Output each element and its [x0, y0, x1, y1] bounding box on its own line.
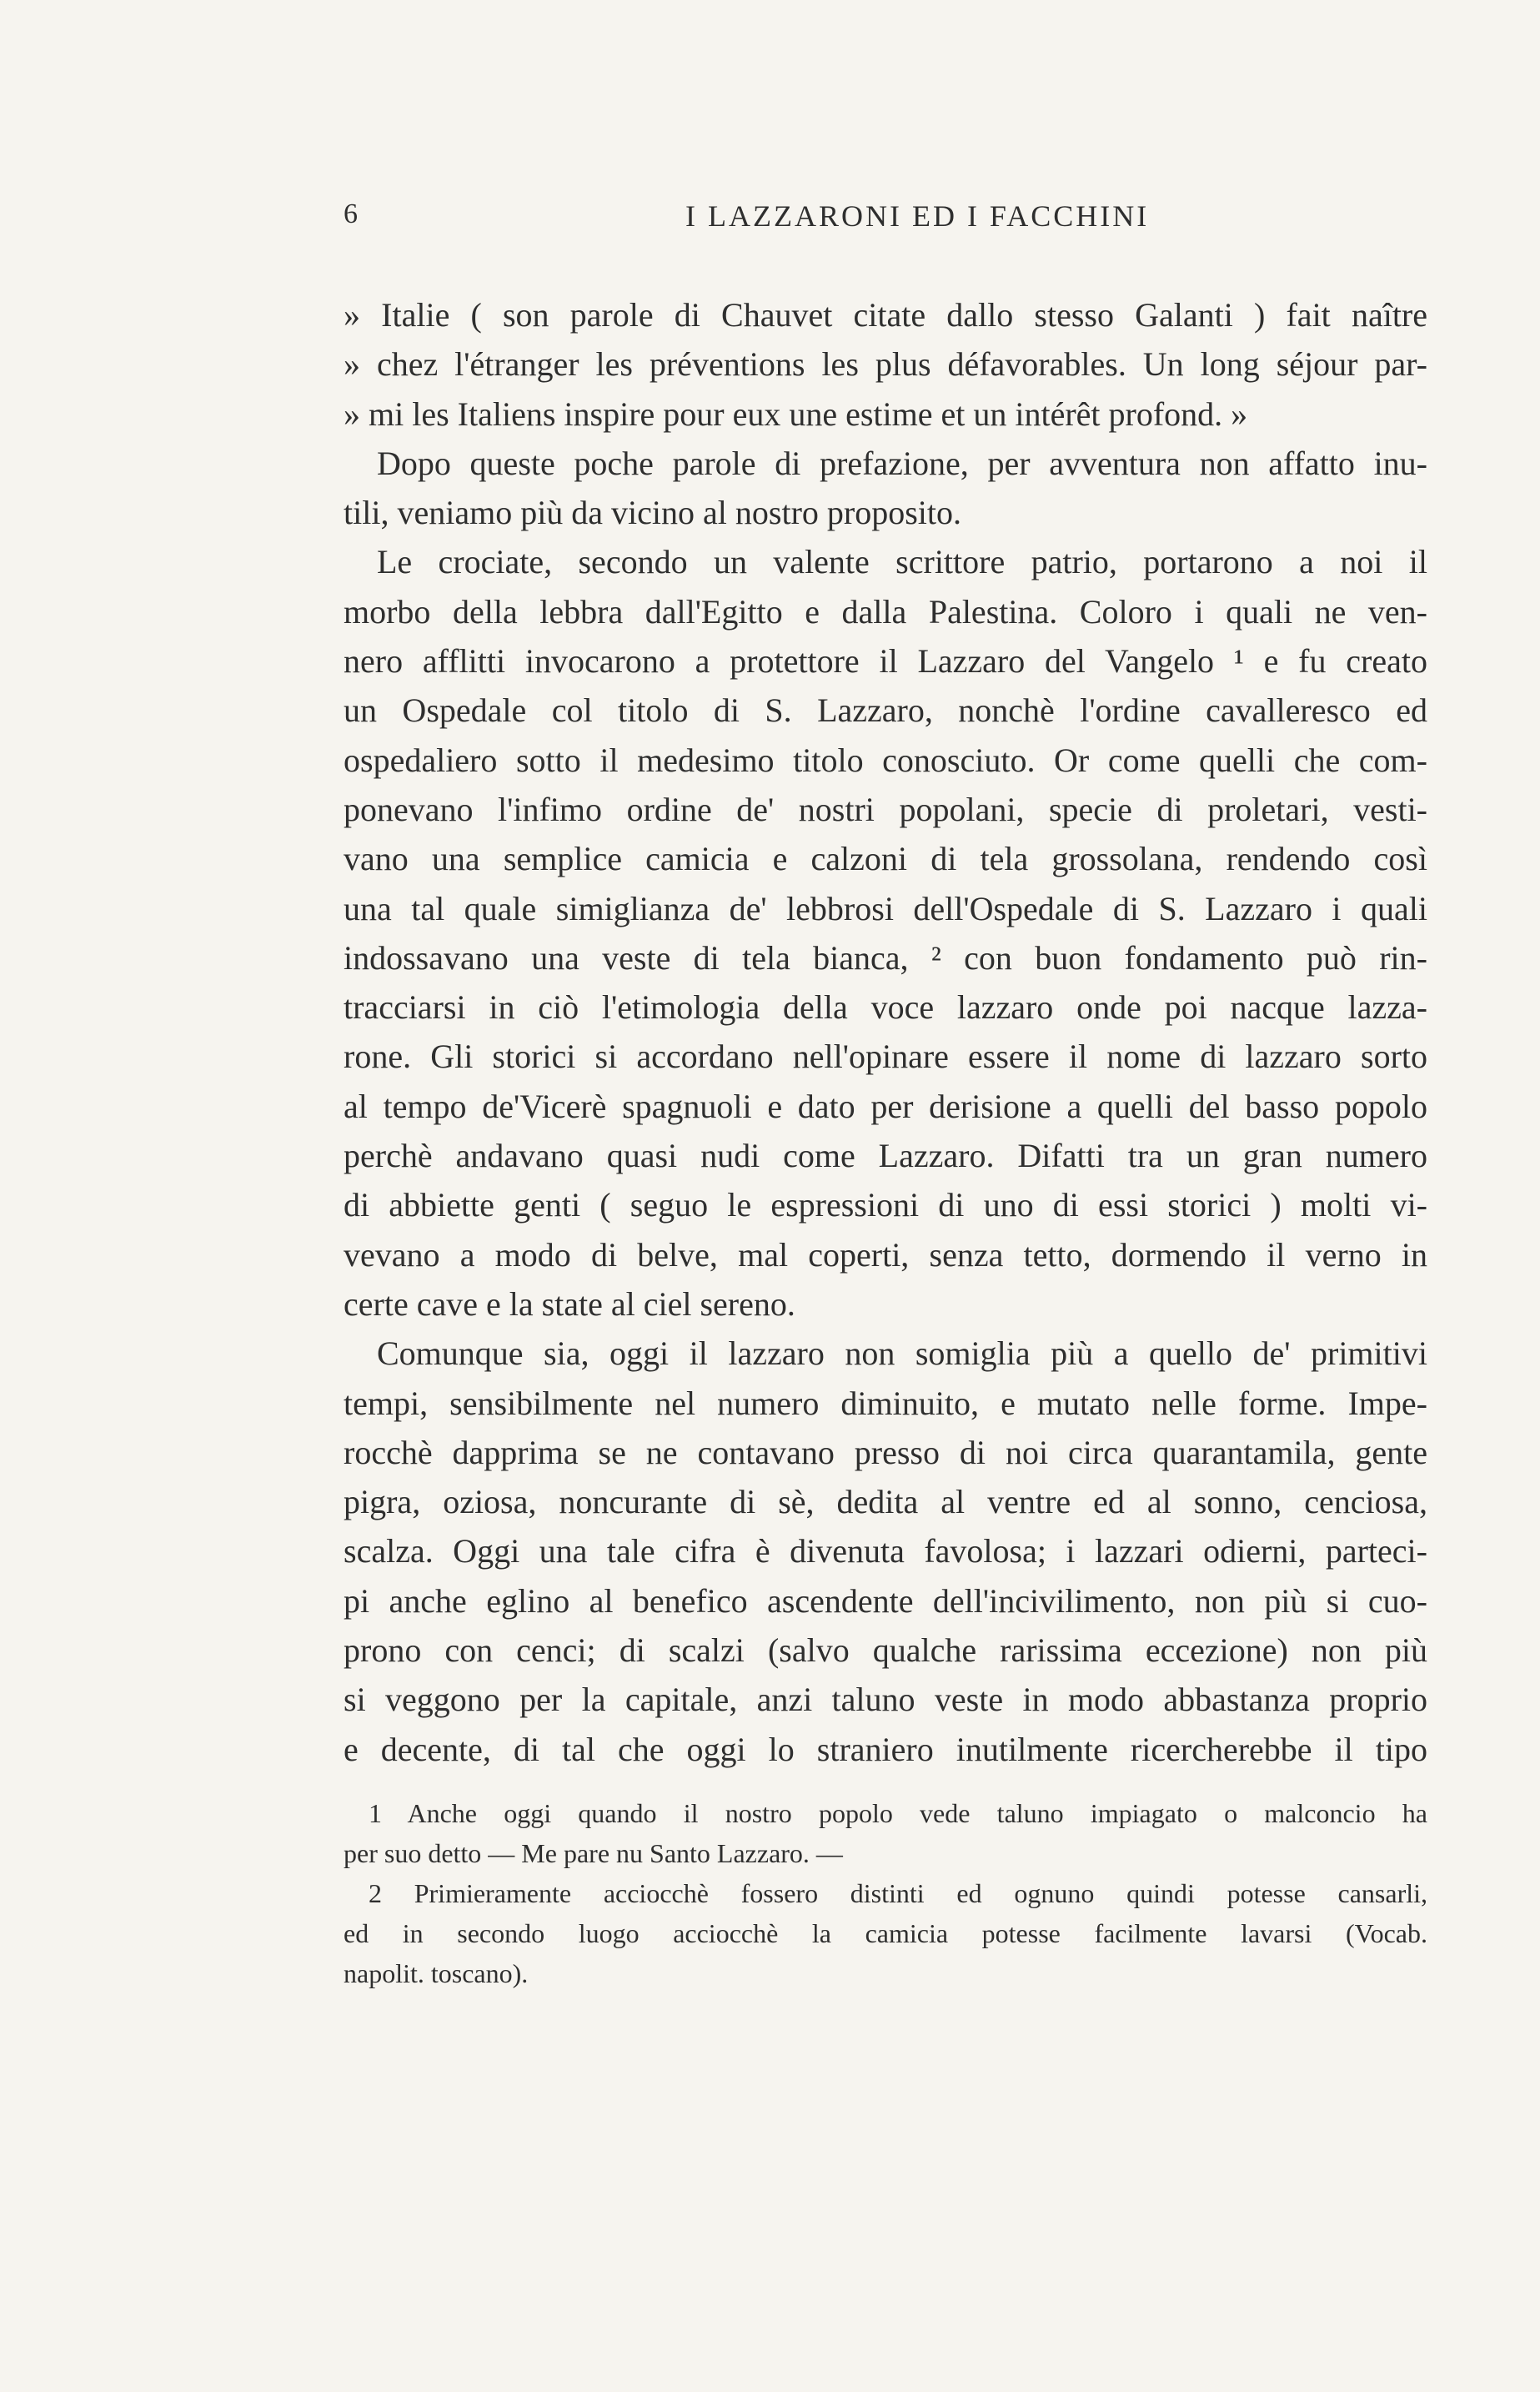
text-line: indossavano una veste di tela bianca, ² con buon fondamento può rin-	[344, 938, 1427, 977]
text-line: morbo della lebbra dall'Egitto e dalla Palestina. Coloro i quali ne ven-	[344, 592, 1427, 631]
text-line: vano una semplice camicia e calzoni di tela grossolana, rendendo così	[344, 840, 1427, 878]
text-line: un Ospedale col titolo di S. Lazzaro, nonchè l'ordine cavalleresco ed	[344, 691, 1427, 730]
text-line: ponevano l'infimo ordine de' nostri popolani, specie di proletari, vesti-	[344, 790, 1427, 828]
text-line: perchè andavano quasi nudi come Lazzaro. Difatti tra un gran numero	[344, 1137, 1427, 1175]
text-line: pigra, oziosa, noncurante di sè, dedita al ventre ed al sonno, cenciosa,	[344, 1483, 1427, 1521]
text-line: di abbiette genti ( seguo le espressioni di uno di essi storici ) molti vi-	[344, 1186, 1427, 1224]
text-line: nero afflitti invocarono a protettore il Lazzaro del Vangelo ¹ e fu creato	[344, 642, 1427, 681]
text-line: una tal quale simiglianza de' lebbrosi dell'Ospedale di S. Lazzaro i quali	[344, 889, 1427, 927]
text-line: » Italie ( son parole di Chauvet citate dallo stesso Galanti ) fait naître	[344, 296, 1427, 334]
text-line: certe cave e la state al ciel sereno.	[344, 1284, 795, 1323]
text-line: pi anche eglino al benefico ascendente dell'incivilimento, non più si cuo-	[344, 1581, 1427, 1620]
text-line: tempi, sensibilmente nel numero diminuito, e mutato nelle forme. Impe-	[344, 1384, 1427, 1422]
text-line: tili, veniamo più da vicino al nostro proposito.	[344, 494, 962, 532]
text-line: prono con cenci; di scalzi (salvo qualche rarissima eccezione) non più	[344, 1631, 1427, 1670]
text-line: si veggono per la capitale, anzi taluno veste in modo abbastanza proprio	[344, 1681, 1427, 1719]
page-number: 6	[344, 198, 359, 229]
text-line: scalza. Oggi una tale cifra è divenuta favolosa; i lazzari odierni, parteci-	[344, 1532, 1427, 1570]
text-line: al tempo de'Vicerè spagnuoli e dato per derisione a quelli del basso popolo	[344, 1087, 1427, 1125]
page-header	[344, 198, 1427, 249]
footnotes	[344, 1793, 1427, 1993]
footnote-line: 2 Primieramente acciocchè fossero distinti ed ognuno quindi potesse cansarli,	[369, 1878, 1427, 1908]
running-title: I LAZZARONI ED I FACCHINI	[685, 199, 1150, 233]
text-line: tracciarsi in ciò l'etimologia della voce lazzaro onde poi nacque lazza-	[344, 988, 1427, 1027]
footnote-line: per suo detto — Me pare nu Santo Lazzaro. —	[344, 1838, 843, 1868]
text-line: rocchè dapprima se ne contavano presso di noi circa quarantamila, gente	[344, 1433, 1427, 1471]
text-line: ospedaliero sotto il medesimo titolo conosciuto. Or come quelli che com-	[344, 741, 1427, 779]
text-line: vevano a modo di belve, mal coperti, senza tetto, dormendo il verno in	[344, 1235, 1427, 1274]
text-line: e decente, di tal che oggi lo straniero inutilmente ricercherebbe il tipo	[344, 1730, 1427, 1768]
text-line: » chez l'étranger les préventions les plus défavorables. Un long séjour par-	[344, 345, 1427, 384]
text-line: Comunque sia, oggi il lazzaro non somiglia più a quello de' primitivi	[377, 1334, 1427, 1373]
footnote-line: napolit. toscano).	[344, 1958, 529, 1988]
text-line: Dopo queste poche parole di prefazione, per avventura non affatto inu-	[377, 444, 1427, 482]
text-line: rone. Gli storici si accordano nell'opinare essere il nome di lazzaro sorto	[344, 1038, 1427, 1076]
text-line: Le crociate, secondo un valente scrittore patrio, portarono a noi il	[377, 543, 1427, 581]
body-text	[344, 290, 1427, 1774]
text-line: » mi les Italiens inspire pour eux une estime et un intérêt profond. »	[344, 394, 1248, 433]
footnote-line: 1 Anche oggi quando il nostro popolo vede taluno impiagato o malconcio ha	[369, 1798, 1427, 1828]
footnote-line: ed in secondo luogo acciocchè la camicia potesse facilmente lavarsi (Vocab.	[344, 1918, 1427, 1948]
